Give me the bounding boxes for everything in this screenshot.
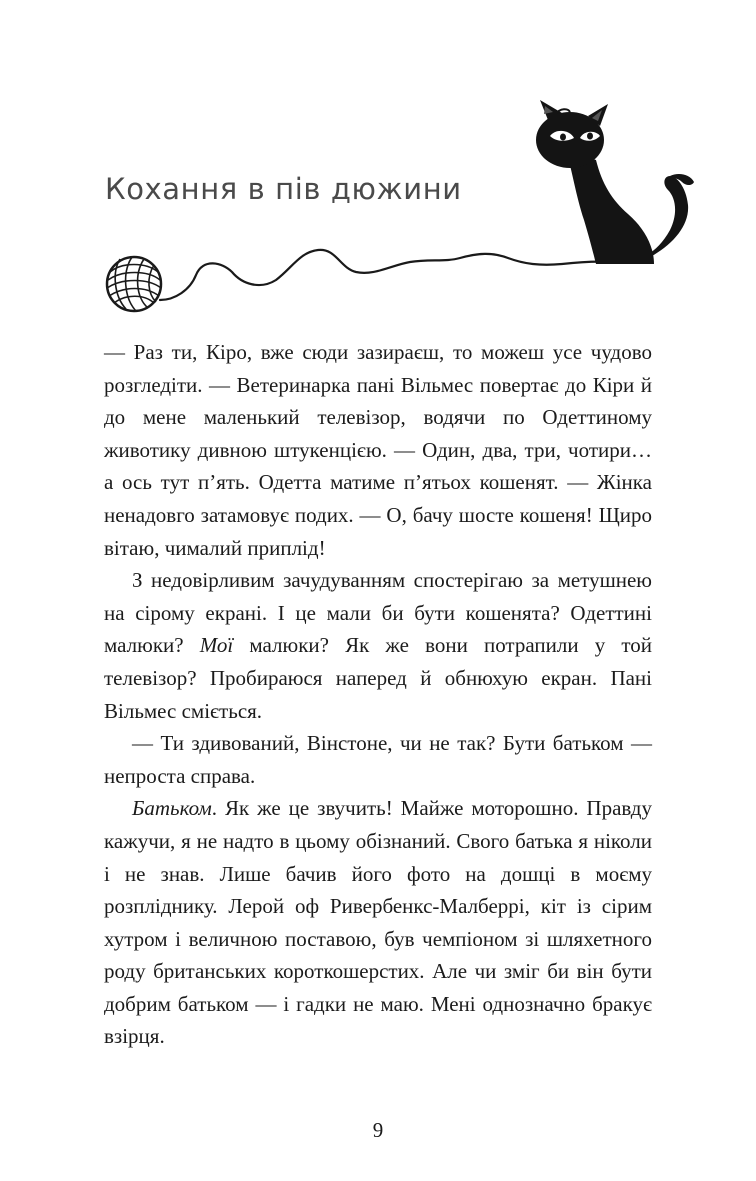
page-body xyxy=(104,336,652,1053)
paragraph-text: — Ти здивований, Вінстоне, чи не так? Бути батьком — непроста справа. xyxy=(104,731,652,788)
yarn-ball-icon xyxy=(107,257,161,311)
paragraph xyxy=(104,336,652,564)
paragraph xyxy=(104,564,652,727)
paragraph-text: малюки? Як же вони потрапили у той телевізор? Пробираюся наперед й обнюхую екран. Пані Вільмес сміється. xyxy=(104,633,652,723)
paragraph xyxy=(104,727,652,792)
chapter-header xyxy=(0,0,756,330)
paragraph-text: З недовірливим зачудуванням спостерігаю за метушнею на сірому екрані. І це мали би бути кошенята? Одеттині малюки? xyxy=(104,568,652,658)
emphasis-text: Мої xyxy=(199,633,234,658)
page-number: 9 xyxy=(372,1118,384,1142)
yarn-thread xyxy=(160,250,612,300)
chapter-title: Кохання в пів дюжини xyxy=(105,172,462,206)
black-cat-icon xyxy=(536,100,694,264)
paragraph-text: . Як же це звучить! Майже моторошно. Правду кажучи, я не надто в цьому обізнаний. Свого батька я ніколи і не знав. Лише бачив його фото на дошці в моєму розпліднику. Лерой оф Ривербенкс-Малберрі, кіт із сірим хутром і величною поставою, був чемпіоном зі шляхетного роду британських короткошерстих. Але чи зміг би він бути добрим батьком — і гадки не маю. Мені однозначно бракує взірця. xyxy=(104,796,652,1049)
paragraph-text: — Раз ти, Кіро, вже сюди зазираєш, то можеш усе чудово розгледіти. — Ветеринарка пані Вільмес повертає до Кіри й до мене маленький телевізор, водячи по Одеттиному животику дивною штукенцією. — Один, два, три, чотири… а ось тут п’ять. Одетта матиме п’ятьох кошенят. — Жінка ненадовго затамовує подих. — О, бачу шосте кошеня! Щиро вітаю, чималий приплід! xyxy=(104,340,652,560)
emphasis-text: Батьком xyxy=(132,796,212,821)
paragraph xyxy=(104,792,652,1053)
chapter-illustration xyxy=(0,0,756,330)
